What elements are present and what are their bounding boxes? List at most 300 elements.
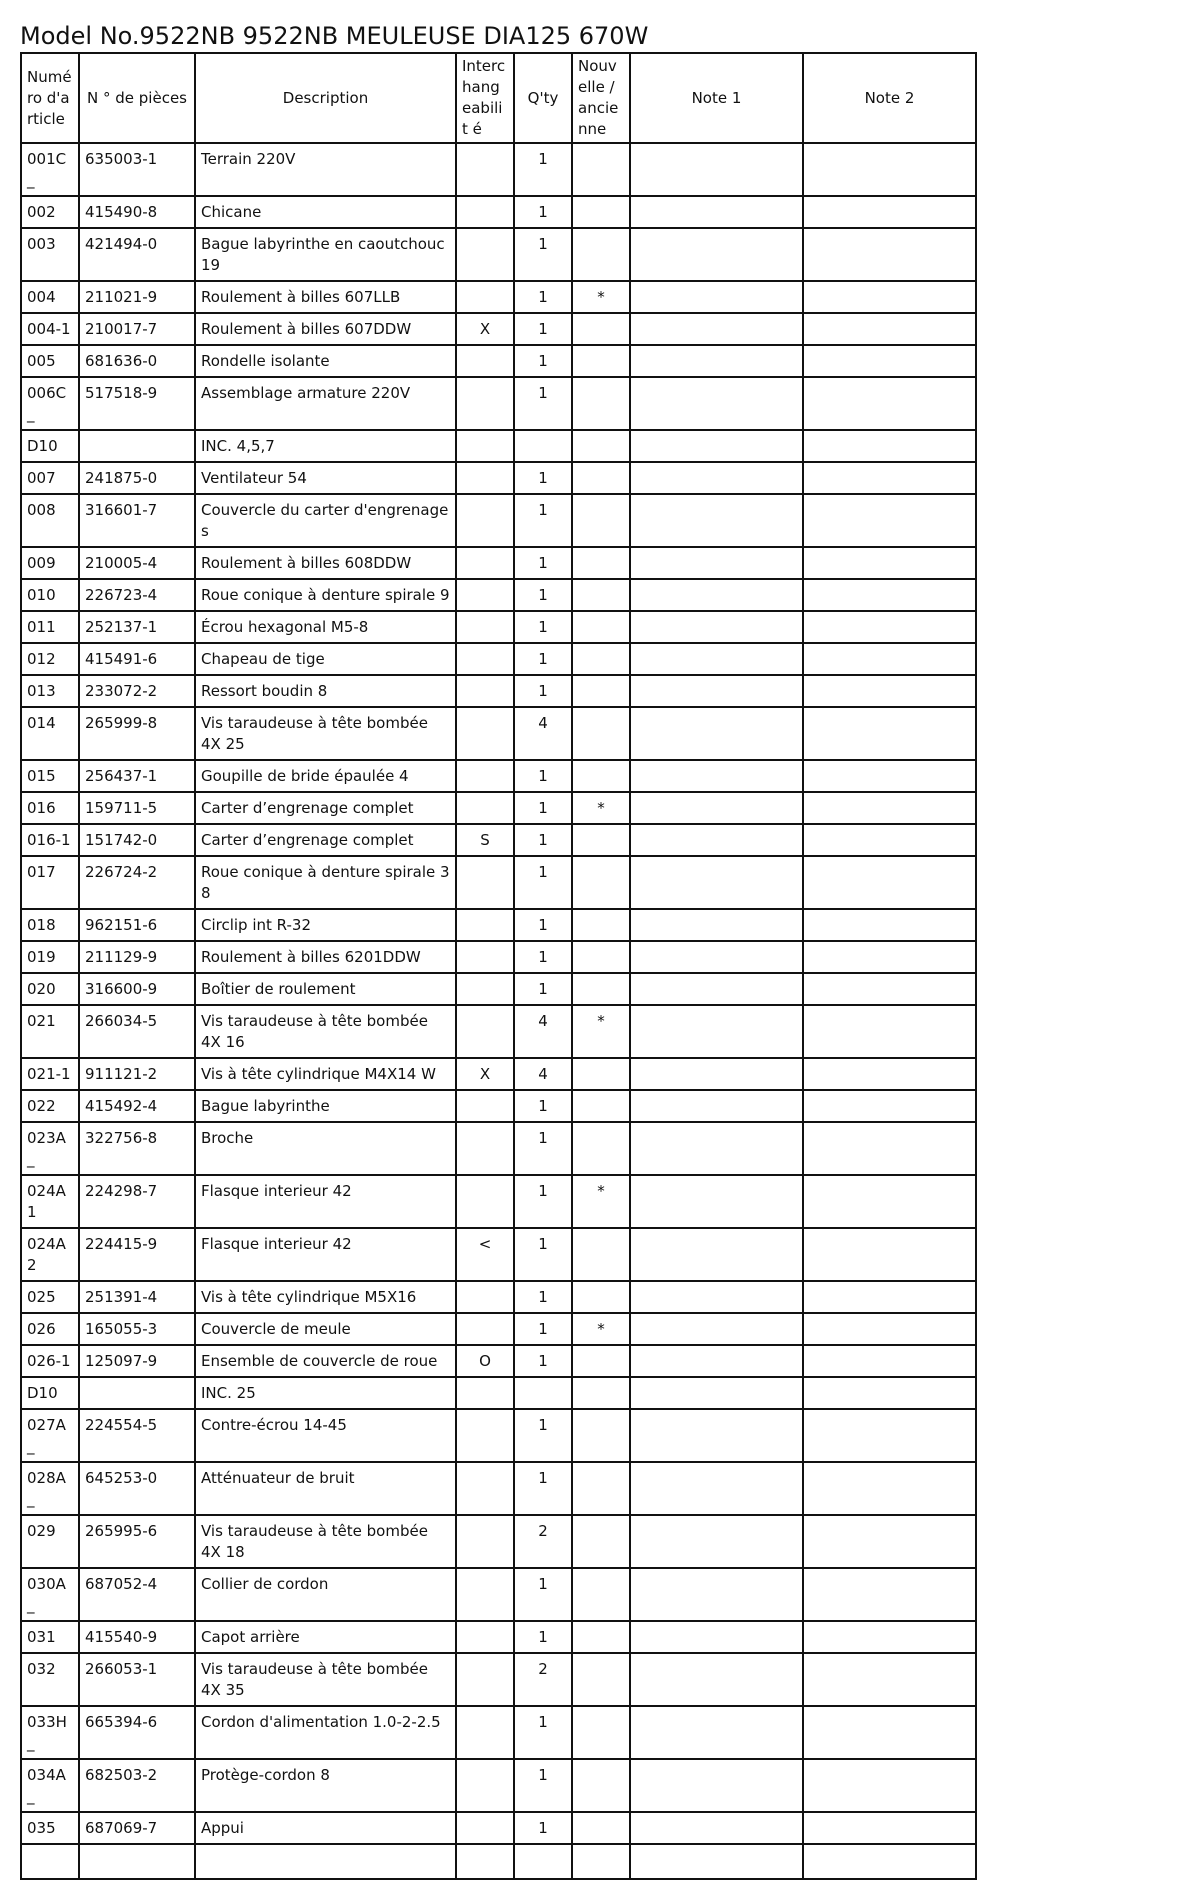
note-1-cell bbox=[630, 1122, 803, 1175]
description-cell: Couvercle du carter d'engrenage s bbox=[195, 494, 456, 547]
note-1-cell bbox=[630, 909, 803, 941]
new-old-cell bbox=[572, 313, 630, 345]
interchangeability-cell bbox=[456, 143, 514, 196]
note-1-cell bbox=[630, 1005, 803, 1058]
note-2-cell bbox=[803, 1515, 976, 1568]
note-2-cell bbox=[803, 1462, 976, 1515]
quantity-cell: 1 bbox=[514, 1313, 572, 1345]
note-1-cell bbox=[630, 1345, 803, 1377]
note-2-cell bbox=[803, 1228, 976, 1281]
article-number-cell: 007 bbox=[21, 462, 79, 494]
quantity-cell: 1 bbox=[514, 611, 572, 643]
note-1-cell bbox=[630, 143, 803, 196]
table-row bbox=[21, 1409, 976, 1462]
table-row bbox=[21, 1313, 976, 1345]
note-1-cell bbox=[630, 462, 803, 494]
table-row bbox=[21, 760, 976, 792]
note-1-cell bbox=[630, 377, 803, 430]
note-1-cell bbox=[630, 643, 803, 675]
article-number-cell: 024A1 bbox=[21, 1175, 79, 1228]
part-number-cell: 265995-6 bbox=[79, 1515, 195, 1568]
table-row bbox=[21, 824, 976, 856]
note-1-cell bbox=[630, 675, 803, 707]
quantity-cell: 1 bbox=[514, 760, 572, 792]
new-old-cell bbox=[572, 345, 630, 377]
table-row bbox=[21, 547, 976, 579]
note-1-cell bbox=[630, 313, 803, 345]
header-note-1: Note 1 bbox=[630, 53, 803, 143]
interchangeability-cell bbox=[456, 1844, 514, 1879]
article-number-cell: 008 bbox=[21, 494, 79, 547]
description-cell: Roue conique à denture spirale 9 bbox=[195, 579, 456, 611]
quantity-cell: 1 bbox=[514, 1621, 572, 1653]
note-2-cell bbox=[803, 1812, 976, 1844]
quantity-cell: 1 bbox=[514, 1568, 572, 1621]
article-number-cell: 023A_ bbox=[21, 1122, 79, 1175]
part-number-cell: 210005-4 bbox=[79, 547, 195, 579]
note-2-cell bbox=[803, 1409, 976, 1462]
description-cell: Flasque interieur 42 bbox=[195, 1175, 456, 1228]
note-1-cell bbox=[630, 1568, 803, 1621]
interchangeability-cell bbox=[456, 281, 514, 313]
new-old-cell bbox=[572, 1844, 630, 1879]
note-1-cell bbox=[630, 281, 803, 313]
new-old-cell bbox=[572, 941, 630, 973]
description-cell: Roulement à billes 608DDW bbox=[195, 547, 456, 579]
part-number-cell: 911121-2 bbox=[79, 1058, 195, 1090]
note-2-cell bbox=[803, 377, 976, 430]
table-row bbox=[21, 909, 976, 941]
description-cell: Carter d’engrenage complet bbox=[195, 824, 456, 856]
article-number-cell: 029 bbox=[21, 1515, 79, 1568]
note-2-cell bbox=[803, 281, 976, 313]
table-row bbox=[21, 1568, 976, 1621]
quantity-cell: 1 bbox=[514, 1228, 572, 1281]
table-row bbox=[21, 611, 976, 643]
interchangeability-cell: X bbox=[456, 1058, 514, 1090]
table-row bbox=[21, 856, 976, 909]
new-old-cell bbox=[572, 143, 630, 196]
table-row bbox=[21, 1005, 976, 1058]
interchangeability-cell bbox=[456, 1409, 514, 1462]
interchangeability-cell bbox=[456, 579, 514, 611]
new-old-cell bbox=[572, 1706, 630, 1759]
article-number-cell: 014 bbox=[21, 707, 79, 760]
interchangeability-cell bbox=[456, 1812, 514, 1844]
new-old-cell bbox=[572, 856, 630, 909]
part-number-cell: 211021-9 bbox=[79, 281, 195, 313]
interchangeability-cell bbox=[456, 1462, 514, 1515]
note-1-cell bbox=[630, 228, 803, 281]
new-old-cell bbox=[572, 494, 630, 547]
note-2-cell bbox=[803, 707, 976, 760]
part-number-cell: 962151-6 bbox=[79, 909, 195, 941]
table-row bbox=[21, 1759, 976, 1812]
article-number-cell: 017 bbox=[21, 856, 79, 909]
note-2-cell bbox=[803, 196, 976, 228]
description-cell: Carter d’engrenage complet bbox=[195, 792, 456, 824]
new-old-cell bbox=[572, 1409, 630, 1462]
new-old-cell bbox=[572, 824, 630, 856]
table-row bbox=[21, 228, 976, 281]
description-cell: Flasque interieur 42 bbox=[195, 1228, 456, 1281]
new-old-cell: * bbox=[572, 1313, 630, 1345]
quantity-cell: 4 bbox=[514, 1058, 572, 1090]
table-row bbox=[21, 579, 976, 611]
new-old-cell bbox=[572, 707, 630, 760]
part-number-cell: 316601-7 bbox=[79, 494, 195, 547]
quantity-cell: 1 bbox=[514, 675, 572, 707]
quantity-cell: 1 bbox=[514, 1759, 572, 1812]
note-2-cell bbox=[803, 1122, 976, 1175]
description-cell: Collier de cordon bbox=[195, 1568, 456, 1621]
note-1-cell bbox=[630, 1175, 803, 1228]
interchangeability-cell bbox=[456, 611, 514, 643]
article-number-cell: D10 bbox=[21, 430, 79, 462]
note-1-cell bbox=[630, 430, 803, 462]
table-row bbox=[21, 494, 976, 547]
description-cell: Capot arrière bbox=[195, 1621, 456, 1653]
table-body bbox=[21, 143, 976, 1879]
new-old-cell: * bbox=[572, 1005, 630, 1058]
description-cell: Protège-cordon 8 bbox=[195, 1759, 456, 1812]
description-cell: Boîtier de roulement bbox=[195, 973, 456, 1005]
interchangeability-cell bbox=[456, 196, 514, 228]
new-old-cell bbox=[572, 1090, 630, 1122]
interchangeability-cell: X bbox=[456, 313, 514, 345]
note-1-cell bbox=[630, 1462, 803, 1515]
note-1-cell bbox=[630, 1706, 803, 1759]
description-cell: Roulement à billes 607DDW bbox=[195, 313, 456, 345]
article-number-cell: 005 bbox=[21, 345, 79, 377]
interchangeability-cell bbox=[456, 228, 514, 281]
part-number-cell: 224415-9 bbox=[79, 1228, 195, 1281]
article-number-cell: D10 bbox=[21, 1377, 79, 1409]
article-number-cell: 026-1 bbox=[21, 1345, 79, 1377]
description-cell: Vis taraudeuse à tête bombée 4X 16 bbox=[195, 1005, 456, 1058]
table-row bbox=[21, 1345, 976, 1377]
quantity-cell: 2 bbox=[514, 1653, 572, 1706]
note-2-cell bbox=[803, 313, 976, 345]
part-number-cell: 251391-4 bbox=[79, 1281, 195, 1313]
part-number-cell: 266053-1 bbox=[79, 1653, 195, 1706]
interchangeability-cell: S bbox=[456, 824, 514, 856]
interchangeability-cell bbox=[456, 430, 514, 462]
new-old-cell bbox=[572, 760, 630, 792]
note-2-cell bbox=[803, 430, 976, 462]
note-1-cell bbox=[630, 1621, 803, 1653]
part-number-cell: 682503-2 bbox=[79, 1759, 195, 1812]
table-row bbox=[21, 1228, 976, 1281]
note-1-cell bbox=[630, 1090, 803, 1122]
note-1-cell bbox=[630, 494, 803, 547]
new-old-cell: * bbox=[572, 281, 630, 313]
part-number-cell: 266034-5 bbox=[79, 1005, 195, 1058]
quantity-cell: 1 bbox=[514, 228, 572, 281]
quantity-cell: 1 bbox=[514, 1462, 572, 1515]
table-row bbox=[21, 973, 976, 1005]
note-2-cell bbox=[803, 1844, 976, 1879]
table-row bbox=[21, 675, 976, 707]
article-number-cell: 019 bbox=[21, 941, 79, 973]
note-2-cell bbox=[803, 494, 976, 547]
part-number-cell: 224554-5 bbox=[79, 1409, 195, 1462]
header-description: Description bbox=[195, 53, 456, 143]
part-number-cell: 635003-1 bbox=[79, 143, 195, 196]
article-number-cell: 031 bbox=[21, 1621, 79, 1653]
part-number-cell: 517518-9 bbox=[79, 377, 195, 430]
table-row bbox=[21, 643, 976, 675]
quantity-cell bbox=[514, 430, 572, 462]
description-cell: Ensemble de couvercle de roue bbox=[195, 1345, 456, 1377]
interchangeability-cell bbox=[456, 1515, 514, 1568]
table-row bbox=[21, 1844, 976, 1879]
interchangeability-cell bbox=[456, 1090, 514, 1122]
article-number-cell: 010 bbox=[21, 579, 79, 611]
note-2-cell bbox=[803, 675, 976, 707]
header-row bbox=[21, 53, 976, 143]
new-old-cell bbox=[572, 228, 630, 281]
note-1-cell bbox=[630, 579, 803, 611]
article-number-cell: 016 bbox=[21, 792, 79, 824]
article-number-cell bbox=[21, 1844, 79, 1879]
note-1-cell bbox=[630, 760, 803, 792]
new-old-cell bbox=[572, 973, 630, 1005]
table-row bbox=[21, 1653, 976, 1706]
new-old-cell bbox=[572, 462, 630, 494]
article-number-cell: 034A_ bbox=[21, 1759, 79, 1812]
description-cell: Roue conique à denture spirale 3 8 bbox=[195, 856, 456, 909]
quantity-cell: 1 bbox=[514, 824, 572, 856]
note-1-cell bbox=[630, 1228, 803, 1281]
description-cell: Chicane bbox=[195, 196, 456, 228]
header-article-number: Numé ro d'a rticle bbox=[21, 53, 79, 143]
note-1-cell bbox=[630, 547, 803, 579]
description-cell: INC. 25 bbox=[195, 1377, 456, 1409]
table-row bbox=[21, 1122, 976, 1175]
description-cell: Chapeau de tige bbox=[195, 643, 456, 675]
note-2-cell bbox=[803, 579, 976, 611]
description-cell: Roulement à billes 6201DDW bbox=[195, 941, 456, 973]
part-number-cell: 265999-8 bbox=[79, 707, 195, 760]
interchangeability-cell bbox=[456, 1568, 514, 1621]
table-row bbox=[21, 792, 976, 824]
new-old-cell bbox=[572, 675, 630, 707]
new-old-cell bbox=[572, 196, 630, 228]
article-number-cell: 011 bbox=[21, 611, 79, 643]
note-2-cell bbox=[803, 547, 976, 579]
new-old-cell bbox=[572, 1568, 630, 1621]
table-row bbox=[21, 1706, 976, 1759]
part-number-cell: 316600-9 bbox=[79, 973, 195, 1005]
quantity-cell: 1 bbox=[514, 643, 572, 675]
description-cell: Bague labyrinthe en caoutchouc 19 bbox=[195, 228, 456, 281]
note-2-cell bbox=[803, 824, 976, 856]
new-old-cell bbox=[572, 1058, 630, 1090]
new-old-cell bbox=[572, 1281, 630, 1313]
table-row bbox=[21, 941, 976, 973]
note-2-cell bbox=[803, 1058, 976, 1090]
quantity-cell: 1 bbox=[514, 973, 572, 1005]
article-number-cell: 009 bbox=[21, 547, 79, 579]
interchangeability-cell bbox=[456, 1281, 514, 1313]
description-cell: Écrou hexagonal M5-8 bbox=[195, 611, 456, 643]
quantity-cell bbox=[514, 1844, 572, 1879]
interchangeability-cell bbox=[456, 973, 514, 1005]
new-old-cell bbox=[572, 909, 630, 941]
interchangeability-cell bbox=[456, 707, 514, 760]
quantity-cell: 1 bbox=[514, 547, 572, 579]
part-number-cell: 681636-0 bbox=[79, 345, 195, 377]
quantity-cell: 1 bbox=[514, 462, 572, 494]
part-number-cell bbox=[79, 430, 195, 462]
note-2-cell bbox=[803, 909, 976, 941]
note-1-cell bbox=[630, 1515, 803, 1568]
quantity-cell: 1 bbox=[514, 1409, 572, 1462]
quantity-cell: 1 bbox=[514, 1175, 572, 1228]
note-1-cell bbox=[630, 707, 803, 760]
description-cell: Goupille de bride épaulée 4 bbox=[195, 760, 456, 792]
quantity-cell bbox=[514, 1377, 572, 1409]
table-row bbox=[21, 462, 976, 494]
table-row bbox=[21, 1281, 976, 1313]
table-row bbox=[21, 345, 976, 377]
header-note-2: Note 2 bbox=[803, 53, 976, 143]
article-number-cell: 022 bbox=[21, 1090, 79, 1122]
article-number-cell: 025 bbox=[21, 1281, 79, 1313]
note-1-cell bbox=[630, 611, 803, 643]
part-number-cell: 226724-2 bbox=[79, 856, 195, 909]
note-1-cell bbox=[630, 1058, 803, 1090]
interchangeability-cell bbox=[456, 941, 514, 973]
part-number-cell: 256437-1 bbox=[79, 760, 195, 792]
description-cell: Bague labyrinthe bbox=[195, 1090, 456, 1122]
table-row bbox=[21, 143, 976, 196]
part-number-cell: 252137-1 bbox=[79, 611, 195, 643]
article-number-cell: 006C_ bbox=[21, 377, 79, 430]
article-number-cell: 028A_ bbox=[21, 1462, 79, 1515]
description-cell: Terrain 220V bbox=[195, 143, 456, 196]
note-2-cell bbox=[803, 462, 976, 494]
note-2-cell bbox=[803, 345, 976, 377]
part-number-cell: 233072-2 bbox=[79, 675, 195, 707]
note-1-cell bbox=[630, 941, 803, 973]
note-1-cell bbox=[630, 856, 803, 909]
description-cell: INC. 4,5,7 bbox=[195, 430, 456, 462]
interchangeability-cell: O bbox=[456, 1345, 514, 1377]
note-2-cell bbox=[803, 1759, 976, 1812]
table-row bbox=[21, 1621, 976, 1653]
note-2-cell bbox=[803, 1281, 976, 1313]
interchangeability-cell bbox=[456, 462, 514, 494]
interchangeability-cell bbox=[456, 1759, 514, 1812]
article-number-cell: 004 bbox=[21, 281, 79, 313]
interchangeability-cell bbox=[456, 1175, 514, 1228]
part-number-cell: 159711-5 bbox=[79, 792, 195, 824]
interchangeability-cell bbox=[456, 1653, 514, 1706]
note-1-cell bbox=[630, 1313, 803, 1345]
article-number-cell: 021 bbox=[21, 1005, 79, 1058]
table-row bbox=[21, 430, 976, 462]
quantity-cell: 1 bbox=[514, 196, 572, 228]
table-row bbox=[21, 1515, 976, 1568]
description-cell: Vis à tête cylindrique M4X14 W bbox=[195, 1058, 456, 1090]
parts-table bbox=[20, 52, 977, 1880]
note-2-cell bbox=[803, 1653, 976, 1706]
article-number-cell: 004-1 bbox=[21, 313, 79, 345]
article-number-cell: 020 bbox=[21, 973, 79, 1005]
table-row bbox=[21, 1090, 976, 1122]
quantity-cell: 1 bbox=[514, 281, 572, 313]
interchangeability-cell bbox=[456, 1313, 514, 1345]
description-cell: Atténuateur de bruit bbox=[195, 1462, 456, 1515]
part-number-cell: 165055-3 bbox=[79, 1313, 195, 1345]
note-1-cell bbox=[630, 1281, 803, 1313]
part-number-cell: 421494-0 bbox=[79, 228, 195, 281]
article-number-cell: 035 bbox=[21, 1812, 79, 1844]
note-1-cell bbox=[630, 792, 803, 824]
new-old-cell bbox=[572, 547, 630, 579]
part-number-cell: 224298-7 bbox=[79, 1175, 195, 1228]
article-number-cell: 018 bbox=[21, 909, 79, 941]
new-old-cell bbox=[572, 1228, 630, 1281]
table-row bbox=[21, 1058, 976, 1090]
description-cell: Vis taraudeuse à tête bombée 4X 35 bbox=[195, 1653, 456, 1706]
quantity-cell: 1 bbox=[514, 1345, 572, 1377]
interchangeability-cell bbox=[456, 547, 514, 579]
note-2-cell bbox=[803, 143, 976, 196]
new-old-cell bbox=[572, 1653, 630, 1706]
part-number-cell bbox=[79, 1377, 195, 1409]
quantity-cell: 1 bbox=[514, 792, 572, 824]
note-2-cell bbox=[803, 792, 976, 824]
description-cell: Circlip int R-32 bbox=[195, 909, 456, 941]
article-number-cell: 033H_ bbox=[21, 1706, 79, 1759]
interchangeability-cell bbox=[456, 1122, 514, 1175]
article-number-cell: 001C_ bbox=[21, 143, 79, 196]
article-number-cell: 030A_ bbox=[21, 1568, 79, 1621]
note-2-cell bbox=[803, 973, 976, 1005]
article-number-cell: 027A_ bbox=[21, 1409, 79, 1462]
table-row bbox=[21, 707, 976, 760]
new-old-cell bbox=[572, 611, 630, 643]
note-2-cell bbox=[803, 1005, 976, 1058]
new-old-cell bbox=[572, 1377, 630, 1409]
new-old-cell bbox=[572, 1621, 630, 1653]
header-interchangeability: Interc hang eabilit é bbox=[456, 53, 514, 143]
quantity-cell: 1 bbox=[514, 345, 572, 377]
part-number-cell: 210017-7 bbox=[79, 313, 195, 345]
part-number-cell: 226723-4 bbox=[79, 579, 195, 611]
article-number-cell: 003 bbox=[21, 228, 79, 281]
quantity-cell: 1 bbox=[514, 856, 572, 909]
description-cell: Vis taraudeuse à tête bombée 4X 25 bbox=[195, 707, 456, 760]
description-cell: Broche bbox=[195, 1122, 456, 1175]
table-row bbox=[21, 377, 976, 430]
quantity-cell: 1 bbox=[514, 1706, 572, 1759]
table-row bbox=[21, 281, 976, 313]
interchangeability-cell bbox=[456, 675, 514, 707]
part-number-cell: 645253-0 bbox=[79, 1462, 195, 1515]
page-title: Model No.9522NB 9522NB MEULEUSE DIA125 670W bbox=[20, 22, 649, 50]
new-old-cell bbox=[572, 1462, 630, 1515]
description-cell: Roulement à billes 607LLB bbox=[195, 281, 456, 313]
note-2-cell bbox=[803, 611, 976, 643]
new-old-cell bbox=[572, 579, 630, 611]
note-1-cell bbox=[630, 1653, 803, 1706]
part-number-cell: 415490-8 bbox=[79, 196, 195, 228]
new-old-cell bbox=[572, 1345, 630, 1377]
